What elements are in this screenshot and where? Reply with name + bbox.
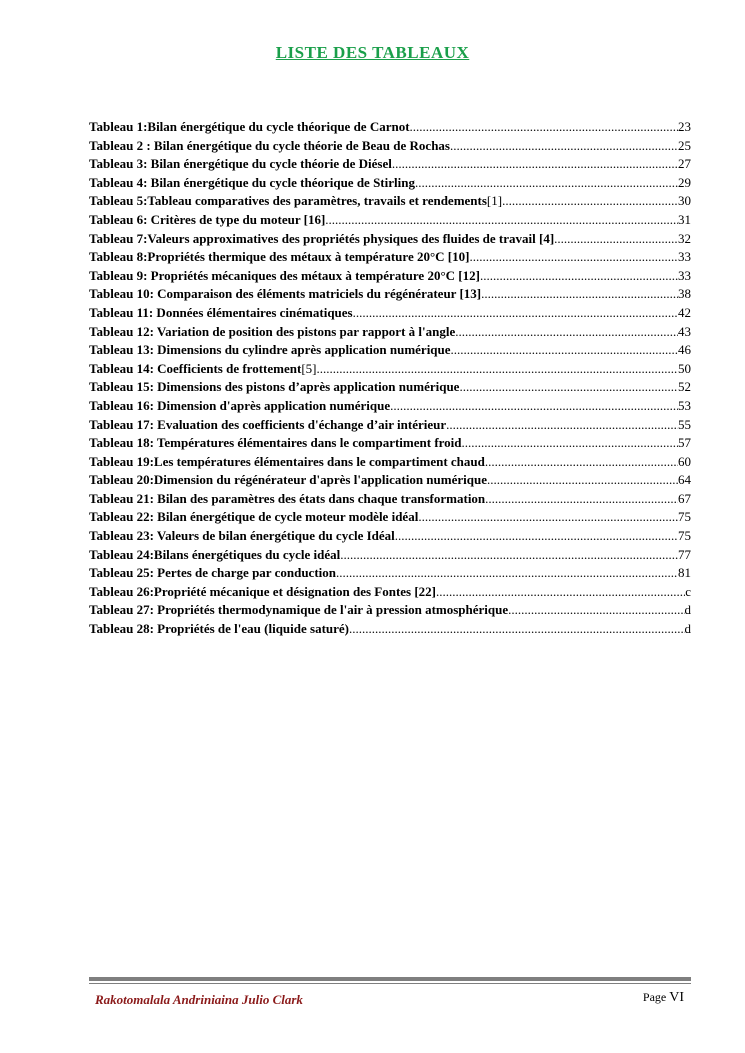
- toc-dot-leader: [455, 323, 678, 342]
- footer-page-value: VI: [669, 990, 684, 1005]
- toc-entry-title: Tableau 15: Dimensions des pistons d’après application numérique: [89, 379, 460, 395]
- toc-entry-page: 43: [678, 323, 691, 339]
- toc-dot-leader: [480, 267, 678, 286]
- toc-entry[interactable]: [89, 285, 691, 304]
- toc-entry-page: 53: [678, 397, 691, 413]
- toc-entry-title: Tableau 18: Températures élémentaires dans le compartiment froid: [89, 435, 462, 451]
- toc-dot-leader: [390, 397, 678, 416]
- toc-entry-title: Tableau 19:Les températures élémentaires dans le compartiment chaud: [89, 453, 485, 469]
- toc-entry-title: Tableau 11: Données élémentaires cinématiques: [89, 304, 353, 320]
- toc-entry[interactable]: [89, 416, 691, 435]
- toc-entry[interactable]: [89, 230, 691, 249]
- toc-entry[interactable]: [89, 601, 691, 620]
- toc-entry-page: 30: [678, 193, 691, 209]
- toc-entry-page: 64: [678, 472, 691, 488]
- toc-entry[interactable]: [89, 564, 691, 583]
- toc-entry-page: 75: [678, 528, 691, 544]
- toc-entry-title: Tableau 1:Bilan énergétique du cycle théorique de Carnot: [89, 119, 410, 134]
- toc-entry-page: d: [684, 602, 691, 618]
- toc-entry-title: Tableau 25: Pertes de charge par conduction: [89, 565, 336, 581]
- toc-entry-page: 33: [678, 267, 691, 283]
- toc-dot-leader: [487, 471, 678, 490]
- toc-entry[interactable]: [89, 378, 691, 397]
- toc-dot-leader: [340, 546, 678, 565]
- toc-entry-title: Tableau 8:Propriétés thermique des métaux à température 20°C [10]: [89, 249, 470, 265]
- toc-dot-leader: [508, 601, 684, 620]
- toc-dot-leader: [336, 564, 678, 583]
- toc-entry-page: 27: [678, 156, 691, 172]
- toc-entry-page: 57: [678, 435, 691, 451]
- toc-entry[interactable]: [89, 323, 691, 342]
- footer-divider: [89, 977, 691, 981]
- toc-dot-leader: [451, 341, 678, 360]
- toc-entry-page: 33: [678, 249, 691, 265]
- toc-entry-page: 29: [678, 174, 691, 190]
- toc-dot-leader: [436, 583, 685, 602]
- toc-entry-title: Tableau 2 : Bilan énergétique du cycle théorie de Beau de Rochas: [89, 137, 450, 153]
- toc-entry[interactable]: [89, 434, 691, 453]
- toc-entry-page: d: [684, 621, 691, 637]
- toc-entry-page: 25: [678, 137, 691, 153]
- toc-entry-page: 67: [678, 490, 691, 506]
- toc-entry-reference: [1]: [486, 193, 503, 209]
- toc-dot-leader: [481, 285, 678, 304]
- toc-entry-title: Tableau 14: Coefficients de frottement: [89, 360, 302, 376]
- toc-entry[interactable]: [89, 137, 691, 156]
- toc-dot-leader: [325, 211, 678, 230]
- toc-entry-title: Tableau 3: Bilan énergétique du cycle théorie de Diésel: [89, 156, 392, 172]
- toc-entry[interactable]: [89, 471, 691, 490]
- toc-dot-leader: [392, 155, 678, 174]
- toc-entry-page: 38: [678, 286, 691, 302]
- toc-dot-leader: [316, 360, 678, 379]
- toc-entry-page: 46: [678, 342, 691, 358]
- toc-entry[interactable]: [89, 360, 691, 379]
- toc-dot-leader: [485, 490, 678, 509]
- toc-entry[interactable]: [89, 267, 691, 286]
- toc-entry[interactable]: [89, 527, 691, 546]
- toc-entry[interactable]: [89, 397, 691, 416]
- page-title: LISTE DES TABLEAUX: [275, 43, 470, 62]
- toc-dot-leader: [410, 118, 678, 137]
- toc-entry-page: 81: [678, 565, 691, 581]
- toc-entry[interactable]: [89, 620, 691, 639]
- toc-entry-page: 42: [678, 304, 691, 320]
- toc-dot-leader: [554, 230, 678, 249]
- toc-entry[interactable]: [89, 248, 691, 267]
- toc-entry[interactable]: [89, 546, 691, 565]
- toc-entry[interactable]: [89, 508, 691, 527]
- toc-entry-page: 23: [678, 119, 691, 134]
- toc-entry-title: Tableau 7:Valeurs approximatives des propriétés physiques des fluides de travail [4]: [89, 230, 555, 246]
- toc-entry-page: 32: [678, 230, 691, 246]
- toc-entry-title: Tableau 21: Bilan des paramètres des états dans chaque transformation: [89, 490, 486, 506]
- toc-entry-page: 52: [678, 379, 691, 395]
- toc-entry-title: Tableau 24:Bilans énergétiques du cycle idéal: [89, 546, 341, 562]
- toc-entry[interactable]: [89, 490, 691, 509]
- toc-entry-title: Tableau 22: Bilan énergétique de cycle moteur modèle idéal: [89, 509, 419, 525]
- toc-entry-page: 75: [678, 509, 691, 525]
- toc-entry[interactable]: [89, 174, 691, 193]
- toc-entry-title: Tableau 28: Propriétés de l'eau (liquide saturé): [89, 621, 349, 637]
- toc-dot-leader: [469, 248, 678, 267]
- toc-dot-leader: [446, 416, 678, 435]
- footer-author: Rakotomalala Andriniaina Julio Clark: [95, 992, 303, 1007]
- toc-dot-leader: [353, 304, 678, 323]
- toc-dot-leader: [395, 527, 678, 546]
- toc-dot-leader: [462, 434, 678, 453]
- toc-entry-page: 31: [678, 211, 691, 227]
- toc-entry-page: 60: [678, 453, 691, 469]
- toc-dot-leader: [459, 378, 678, 397]
- toc-entry-title: Tableau 4: Bilan énergétique du cycle théorique de Stirling: [89, 174, 415, 190]
- toc-entry-page: 55: [678, 416, 691, 432]
- toc-entry-title: Tableau 16: Dimension d'après application numérique: [89, 397, 391, 413]
- toc-dot-leader: [485, 453, 678, 472]
- toc-entry[interactable]: [89, 341, 691, 360]
- toc-entry-title: Tableau 10: Comparaison des éléments matriciels du régénérateur [13]: [89, 286, 482, 302]
- toc-dot-leader: [415, 174, 678, 193]
- toc-dot-leader: [418, 508, 678, 527]
- toc-entry-title: Tableau 20:Dimension du régénérateur d'après l'application numérique: [89, 472, 487, 488]
- toc-dot-leader: [450, 137, 678, 156]
- toc-entry-page: 50: [678, 360, 691, 376]
- toc-entry-title: Tableau 5:Tableau comparatives des paramètres, travails et rendements: [89, 193, 487, 209]
- toc-entry-title: Tableau 27: Propriétés thermodynamique de l'air à pression atmosphérique: [89, 602, 509, 618]
- toc-entry[interactable]: [89, 453, 691, 472]
- footer-divider-thin: [89, 983, 691, 984]
- toc-entry-title: Tableau 23: Valeurs de bilan énergétique du cycle Idéal: [89, 528, 395, 544]
- toc-entry[interactable]: [89, 211, 691, 230]
- toc-entry[interactable]: [89, 118, 691, 137]
- toc-entry-title: Tableau 9: Propriétés mécaniques des métaux à température 20°C [12]: [89, 267, 480, 283]
- toc-dot-leader: [349, 620, 685, 639]
- toc-entry-title: Tableau 26:Propriété mécanique et désignation des Fontes [22]: [89, 583, 437, 599]
- toc-entry-title: Tableau 13: Dimensions du cylindre après application numérique: [89, 342, 451, 358]
- footer-page-number: [643, 990, 684, 1006]
- toc-entry-title: Tableau 6: Critères de type du moteur [16]: [89, 211, 326, 227]
- toc-entry-title: Tableau 17: Evaluation des coefficients d'échange d’air intérieur: [89, 416, 447, 432]
- toc-entry-title: Tableau 12: Variation de position des pistons par rapport à l'angle: [89, 323, 456, 339]
- toc-entry-page: c: [685, 583, 691, 599]
- footer-page-label: Page: [642, 990, 667, 1004]
- toc-entry[interactable]: [89, 583, 691, 602]
- toc-entry-reference: [5]: [301, 360, 317, 376]
- toc-dot-leader: [502, 192, 678, 211]
- toc-entry-page: 77: [678, 546, 691, 562]
- table-list: [89, 118, 691, 639]
- toc-entry[interactable]: [89, 304, 691, 323]
- toc-entry[interactable]: [89, 192, 691, 211]
- toc-entry[interactable]: [89, 155, 691, 174]
